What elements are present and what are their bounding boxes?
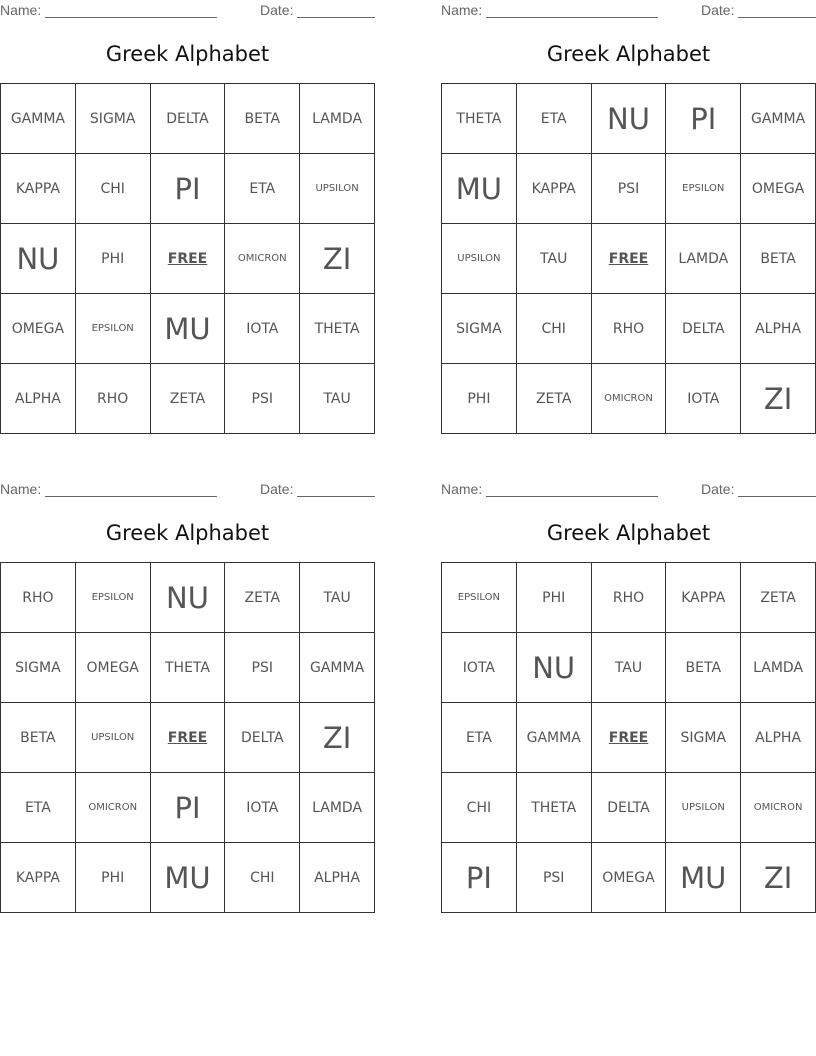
bingo-cell[interactable]: DELTA <box>151 84 226 154</box>
bingo-grid <box>0 83 375 434</box>
name-label: Name: <box>441 481 483 497</box>
grid-row <box>442 563 816 633</box>
bingo-cell[interactable]: LAMDA <box>300 84 375 154</box>
grid-row <box>442 224 816 294</box>
bingo-card-1 <box>0 0 375 407</box>
bingo-cell[interactable]: ALPHA <box>300 843 375 913</box>
bingo-cell[interactable]: NU <box>151 563 226 633</box>
bingo-cell[interactable]: CHI <box>442 773 517 843</box>
grid-row <box>1 773 375 843</box>
bingo-cell[interactable]: ETA <box>225 154 300 224</box>
bingo-cell[interactable]: OMEGA <box>592 843 667 913</box>
grid-row <box>442 364 816 434</box>
bingo-cell[interactable]: SIGMA <box>76 84 151 154</box>
bingo-cell[interactable]: UPSILON <box>442 224 517 294</box>
name-field[interactable] <box>441 481 658 497</box>
bingo-cell[interactable]: THETA <box>517 773 592 843</box>
bingo-card-4 <box>441 479 816 895</box>
bingo-card-3 <box>0 479 375 895</box>
bingo-cell[interactable]: THETA <box>300 294 375 364</box>
bingo-cell[interactable]: GAMMA <box>517 703 592 773</box>
bingo-cell[interactable]: ALPHA <box>741 703 816 773</box>
card-header <box>0 0 375 22</box>
card-title: Greek Alphabet <box>105 521 270 545</box>
bingo-cell[interactable]: NU <box>1 224 76 294</box>
bingo-cell[interactable]: IOTA <box>442 633 517 703</box>
bingo-cell[interactable]: LAMDA <box>741 633 816 703</box>
bingo-cell[interactable]: LAMDA <box>300 773 375 843</box>
bingo-cell[interactable]: EPSILON <box>666 154 741 224</box>
bingo-cell[interactable]: BETA <box>225 84 300 154</box>
bingo-cell[interactable]: IOTA <box>666 364 741 434</box>
bingo-cell[interactable]: ZI <box>300 703 375 773</box>
grid-row <box>1 154 375 224</box>
bingo-cell[interactable]: ZI <box>741 843 816 913</box>
bingo-cell[interactable]: PSI <box>225 633 300 703</box>
bingo-card-2 <box>441 0 816 416</box>
bingo-cell[interactable]: RHO <box>76 364 151 434</box>
bingo-cell[interactable]: GAMMA <box>741 84 816 154</box>
card-title: Greek Alphabet <box>546 521 711 545</box>
bingo-cell[interactable]: DELTA <box>666 294 741 364</box>
grid-row <box>1 563 375 633</box>
date-label: Date: <box>701 2 735 18</box>
bingo-cell[interactable]: CHI <box>225 843 300 913</box>
name-field[interactable] <box>0 2 217 18</box>
bingo-cell[interactable]: CHI <box>517 294 592 364</box>
bingo-cell[interactable]: EPSILON <box>76 294 151 364</box>
bingo-cell[interactable]: UPSILON <box>76 703 151 773</box>
bingo-cell[interactable]: KAPPA <box>517 154 592 224</box>
bingo-cell[interactable]: OMEGA <box>741 154 816 224</box>
bingo-cell[interactable]: PSI <box>225 364 300 434</box>
name-field[interactable] <box>441 2 658 18</box>
bingo-cell[interactable]: LAMDA <box>666 224 741 294</box>
bingo-cell[interactable]: OMICRON <box>225 224 300 294</box>
bingo-cell[interactable]: PI <box>666 84 741 154</box>
date-blank-line[interactable] <box>738 482 816 497</box>
bingo-cell[interactable]: ALPHA <box>1 364 76 434</box>
bingo-cell[interactable]: GAMMA <box>1 84 76 154</box>
card-header <box>0 479 375 501</box>
grid-row <box>1 224 375 294</box>
bingo-cell[interactable]: NU <box>592 84 667 154</box>
bingo-grid <box>441 83 816 434</box>
name-blank-line[interactable] <box>486 482 658 497</box>
bingo-cell[interactable]: ZI <box>300 224 375 294</box>
grid-row <box>1 703 375 773</box>
bingo-cell[interactable]: EPSILON <box>442 563 517 633</box>
bingo-cell[interactable]: IOTA <box>225 294 300 364</box>
bingo-cell[interactable]: RHO <box>592 294 667 364</box>
name-field[interactable] <box>0 481 217 497</box>
bingo-cell[interactable]: BETA <box>741 224 816 294</box>
bingo-cell[interactable]: MU <box>151 294 226 364</box>
bingo-cell[interactable]: SIGMA <box>442 294 517 364</box>
free-space-cell[interactable]: FREE <box>151 224 226 294</box>
bingo-cell[interactable]: KAPPA <box>666 563 741 633</box>
bingo-cell[interactable]: PSI <box>592 154 667 224</box>
date-blank-line[interactable] <box>738 3 816 18</box>
bingo-cell[interactable]: PI <box>151 773 226 843</box>
grid-row <box>442 294 816 364</box>
bingo-cell[interactable]: TAU <box>300 364 375 434</box>
date-field[interactable] <box>260 2 375 18</box>
bingo-cell[interactable]: THETA <box>442 84 517 154</box>
date-label: Date: <box>260 2 294 18</box>
bingo-cell[interactable]: EPSILON <box>76 563 151 633</box>
bingo-cell[interactable]: SIGMA <box>666 703 741 773</box>
card-header <box>441 0 816 22</box>
bingo-cell[interactable]: PSI <box>517 843 592 913</box>
bingo-cell[interactable]: TAU <box>517 224 592 294</box>
bingo-cell[interactable]: ETA <box>517 84 592 154</box>
grid-row <box>442 154 816 224</box>
bingo-cell[interactable]: BETA <box>1 703 76 773</box>
bingo-cell[interactable]: TAU <box>592 633 667 703</box>
name-blank-line[interactable] <box>45 3 217 18</box>
date-label: Date: <box>260 481 294 497</box>
date-blank-line[interactable] <box>297 3 375 18</box>
bingo-cell[interactable]: ALPHA <box>741 294 816 364</box>
bingo-grid <box>0 562 375 913</box>
date-label: Date: <box>701 481 735 497</box>
bingo-cell[interactable]: NU <box>517 633 592 703</box>
grid-row <box>1 294 375 364</box>
name-label: Name: <box>0 481 42 497</box>
bingo-cell[interactable]: PHI <box>517 563 592 633</box>
bingo-grid <box>441 562 816 913</box>
bingo-cell[interactable]: UPSILON <box>666 773 741 843</box>
free-space-cell[interactable]: FREE <box>592 703 667 773</box>
date-field[interactable] <box>701 2 816 18</box>
bingo-cell[interactable]: OMICRON <box>76 773 151 843</box>
bingo-cell[interactable]: ZETA <box>741 563 816 633</box>
bingo-cell[interactable]: CHI <box>76 154 151 224</box>
bingo-cell[interactable]: DELTA <box>225 703 300 773</box>
grid-row <box>442 703 816 773</box>
bingo-cell[interactable]: RHO <box>1 563 76 633</box>
bingo-cell[interactable]: PI <box>151 154 226 224</box>
free-space-cell[interactable]: FREE <box>151 703 226 773</box>
bingo-cell[interactable]: ETA <box>442 703 517 773</box>
bingo-cell[interactable]: ZETA <box>225 563 300 633</box>
grid-row <box>442 84 816 154</box>
grid-row <box>1 364 375 434</box>
date-field[interactable] <box>701 481 816 497</box>
bingo-cell[interactable]: PHI <box>76 843 151 913</box>
bingo-cell[interactable]: MU <box>666 843 741 913</box>
bingo-cell[interactable]: UPSILON <box>300 154 375 224</box>
date-blank-line[interactable] <box>297 482 375 497</box>
bingo-cell[interactable]: RHO <box>592 563 667 633</box>
bingo-cell[interactable]: PHI <box>442 364 517 434</box>
grid-row <box>1 843 375 913</box>
card-title: Greek Alphabet <box>105 42 270 66</box>
bingo-cell[interactable]: TAU <box>300 563 375 633</box>
bingo-cell[interactable]: THETA <box>151 633 226 703</box>
bingo-cell[interactable]: PHI <box>76 224 151 294</box>
bingo-cell[interactable]: IOTA <box>225 773 300 843</box>
bingo-cell[interactable]: ZETA <box>151 364 226 434</box>
card-header <box>441 479 816 501</box>
bingo-cell[interactable]: MU <box>442 154 517 224</box>
bingo-cell[interactable]: OMEGA <box>1 294 76 364</box>
free-space-cell[interactable]: FREE <box>592 224 667 294</box>
name-blank-line[interactable] <box>45 482 217 497</box>
grid-row <box>442 773 816 843</box>
bingo-cell[interactable]: KAPPA <box>1 843 76 913</box>
bingo-cell[interactable]: BETA <box>666 633 741 703</box>
bingo-cell[interactable]: ZETA <box>517 364 592 434</box>
grid-row <box>1 84 375 154</box>
date-field[interactable] <box>260 481 375 497</box>
grid-row <box>442 633 816 703</box>
bingo-cell[interactable]: MU <box>151 843 226 913</box>
bingo-cell[interactable]: SIGMA <box>1 633 76 703</box>
name-label: Name: <box>0 2 42 18</box>
bingo-cell[interactable]: OMEGA <box>76 633 151 703</box>
bingo-cell[interactable]: PI <box>442 843 517 913</box>
bingo-cell[interactable]: OMICRON <box>592 364 667 434</box>
bingo-cell[interactable]: GAMMA <box>300 633 375 703</box>
bingo-cell[interactable]: ETA <box>1 773 76 843</box>
bingo-cell[interactable]: OMICRON <box>741 773 816 843</box>
grid-row <box>1 633 375 703</box>
name-label: Name: <box>441 2 483 18</box>
card-title: Greek Alphabet <box>546 42 711 66</box>
bingo-cell[interactable]: KAPPA <box>1 154 76 224</box>
bingo-cell[interactable]: DELTA <box>592 773 667 843</box>
grid-row <box>442 843 816 913</box>
name-blank-line[interactable] <box>486 3 658 18</box>
bingo-cell[interactable]: ZI <box>741 364 816 434</box>
